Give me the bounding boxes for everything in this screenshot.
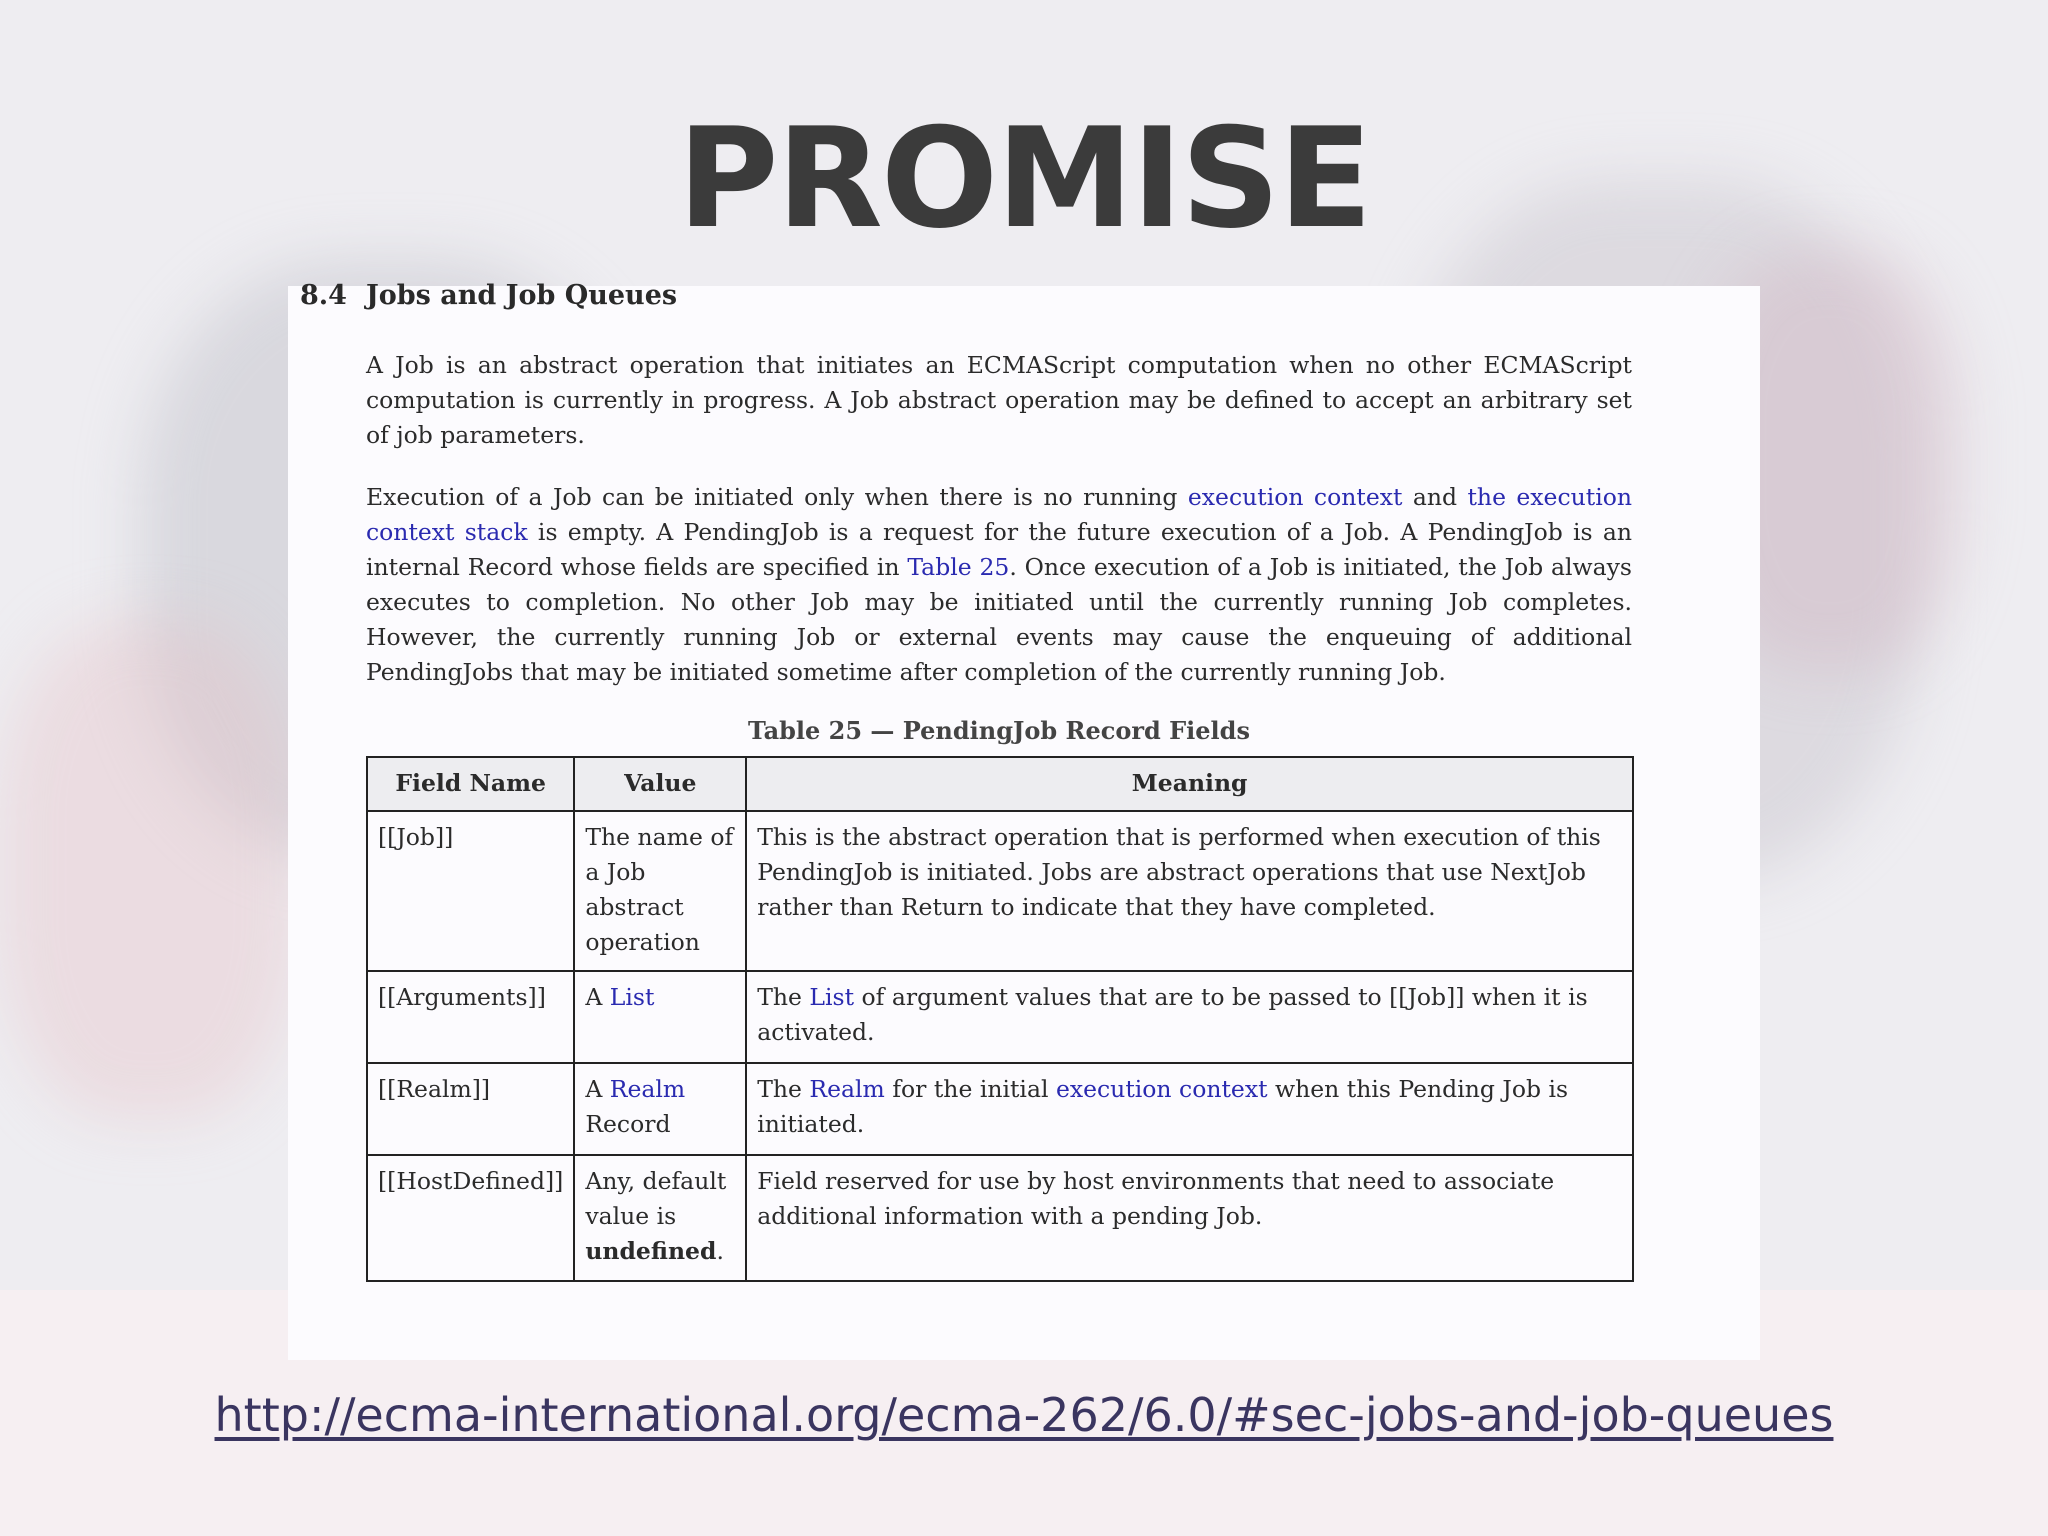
header-meaning: Meaning: [746, 757, 1633, 811]
link-list[interactable]: List: [609, 983, 655, 1011]
meaning-cell: [746, 1063, 1633, 1155]
value-cell: The name of a Job abstract operation: [574, 811, 746, 971]
field-name-cell: [[Job]]: [367, 811, 574, 971]
link-table-25[interactable]: Table 25: [907, 553, 1010, 581]
paragraph-text: and: [1402, 483, 1468, 511]
value-text: A: [585, 1075, 610, 1103]
source-url-link[interactable]: http://ecma-international.org/ecma-262/6.0/#sec-jobs-and-job-queues: [214, 1388, 1834, 1442]
link-execution-context-stack[interactable]: the execution context stack: [366, 483, 1633, 546]
meaning-text: of argument values that are to be passed to [[Job]] when it is activated.: [757, 983, 1588, 1046]
table-row: [367, 1155, 1633, 1281]
table-caption: Table 25 — PendingJob Record Fields: [748, 716, 1250, 745]
meaning-text: when this Pending Job is initiated.: [757, 1075, 1569, 1138]
value-undefined: undefined: [585, 1237, 717, 1265]
paragraph-text: Execution of a Job can be initiated only when there is no running: [366, 483, 1188, 511]
paragraph-job-execution: [366, 480, 1632, 690]
background-blur-shape: [0, 620, 300, 1120]
link-realm[interactable]: Realm: [609, 1075, 686, 1103]
meaning-text: The: [757, 983, 810, 1011]
meaning-cell: [746, 971, 1633, 1063]
table-row: [367, 971, 1633, 1063]
paragraph-text: is empty. A PendingJob is a request for the future execution of a Job. A PendingJob is an internal Record whose fields are specified in: [366, 518, 1632, 581]
field-name-cell: [[HostDefined]]: [367, 1155, 574, 1281]
paragraph-job-definition: A Job is an abstract operation that initiates an ECMAScript computation when no other ECMAScript computation is currently in progress. A Job abstract operation may be defined to accept an arbitrary set of job parameters.: [366, 351, 1632, 449]
pendingjob-fields-table: [366, 756, 1634, 1282]
table-row: [367, 811, 1633, 971]
field-name-cell: [[Arguments]]: [367, 971, 574, 1063]
value-cell: [574, 1063, 746, 1155]
section-heading: [300, 280, 677, 311]
table-row: [367, 1063, 1633, 1155]
section-title: Jobs and Job Queues: [366, 280, 678, 311]
meaning-cell: This is the abstract operation that is performed when execution of this PendingJob is initiated. Jobs are abstract operations that use NextJob rather than Return to indicate that they have completed.: [746, 811, 1633, 971]
value-text: Any, default value is: [585, 1167, 727, 1230]
paragraph-text: . Once execution of a Job is initiated, the Job always executes to completion. No other Job may be initiated until the currently running Job completes. However, the currently running Job or external events may cause the enqueuing of additional PendingJobs that may be initiated sometime after completion of the currently running Job.: [366, 553, 1632, 686]
link-list[interactable]: List: [809, 983, 855, 1011]
value-text: Record: [585, 1110, 671, 1138]
value-cell: [574, 971, 746, 1063]
table-header-row: [367, 757, 1633, 811]
slide-title: PROMISE: [677, 98, 1371, 259]
link-execution-context[interactable]: execution context: [1055, 1075, 1268, 1103]
header-value: Value: [574, 757, 746, 811]
meaning-cell: Field reserved for use by host environments that need to associate additional information with a pending Job.: [746, 1155, 1633, 1281]
meaning-text: The: [757, 1075, 810, 1103]
link-realm[interactable]: Realm: [809, 1075, 885, 1103]
header-field-name: Field Name: [367, 757, 574, 811]
value-text: A: [585, 983, 610, 1011]
meaning-text: for the initial: [884, 1075, 1056, 1103]
section-number: 8.4: [300, 280, 347, 311]
field-name-cell: [[Realm]]: [367, 1063, 574, 1155]
link-execution-context[interactable]: execution context: [1187, 483, 1403, 511]
value-text: .: [716, 1237, 724, 1265]
value-cell: [574, 1155, 746, 1281]
